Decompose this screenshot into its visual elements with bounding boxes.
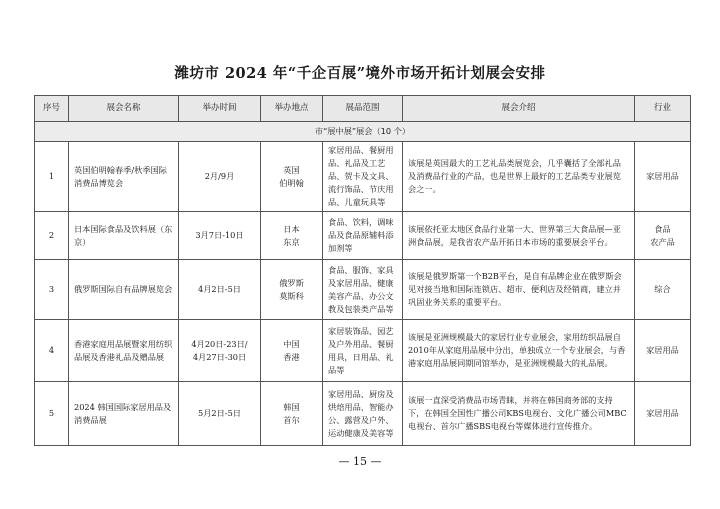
table-row xyxy=(35,142,691,212)
row-intro: 该展是俄罗斯第一个B2B平台，是自有品牌企业在俄罗斯会见对接当地和国际连锁店、超市、便利店及经销商，建立并巩固业务关系的重要平台。 xyxy=(403,260,635,320)
table-row xyxy=(35,212,691,260)
header-time: 举办时间 xyxy=(179,96,261,122)
row-industry: 家居用品 xyxy=(635,320,691,382)
row-time: 3月7日-10日 xyxy=(179,212,261,260)
row-index: 1 xyxy=(35,142,69,212)
row-intro: 该展是亚洲规模最大的家居行业专业展会，家用纺织品展自2010年从家庭用品展中分出，单独成立一个专业展会，与香港家庭用品展同期同馆举办，是亚洲规模最大的礼品展。 xyxy=(403,320,635,382)
table-row xyxy=(35,320,691,382)
row-scope: 家居装饰品、园艺及户外用品、餐厨用具，日用品、礼品等 xyxy=(323,320,403,382)
table-row xyxy=(35,260,691,320)
row-intro: 该展一直深受消费品市场青睐，并将在韩国商务部的支持下，在韩国全国性广播公司KBS电视台、文化广播公司MBC电视台、首尔广播SBS电视台等媒体进行宣传推介。 xyxy=(403,382,635,446)
header-name: 展会名称 xyxy=(69,96,179,122)
table-row xyxy=(35,382,691,446)
row-name: 英国伯明翰春季/秋季国际消费品博览会 xyxy=(69,142,179,212)
header-index: 序号 xyxy=(35,96,69,122)
row-time: 4月20日-23日/ 4月27日-30日 xyxy=(179,320,261,382)
table-header-row xyxy=(35,96,691,122)
row-industry: 食品 农产品 xyxy=(635,212,691,260)
row-scope: 家居用品、餐厨用品、礼品及工艺品、贺卡及文具、流行饰品、节庆用品、儿童玩具等 xyxy=(323,142,403,212)
row-index: 2 xyxy=(35,212,69,260)
header-industry: 行业 xyxy=(635,96,691,122)
section-row xyxy=(35,122,691,142)
row-scope: 家居用品、厨房及烘焙用品、智能办公、露营及户外、运动健康及美容等 xyxy=(323,382,403,446)
row-place: 英国 伯明翰 xyxy=(261,142,323,212)
row-name: 俄罗斯国际自有品牌展览会 xyxy=(69,260,179,320)
exhibition-table xyxy=(34,95,691,446)
header-intro: 展会介绍 xyxy=(403,96,635,122)
row-intro: 该展依托亚太地区食品行业第一大、世界第三大食品展—亚洲食品展，是我省农产品开拓日本市场的重要展会平台。 xyxy=(403,212,635,260)
row-name: 日本国际食品及饮料展（东京） xyxy=(69,212,179,260)
row-time: 2月/9月 xyxy=(179,142,261,212)
page-title: 潍坊市 2024 年“千企百展”境外市场开拓计划展会安排 xyxy=(174,65,546,82)
row-scope: 食品、饮料，调味品及食品原辅料添加剂等 xyxy=(323,212,403,260)
row-place: 日本 东京 xyxy=(261,212,323,260)
row-place: 中国 香港 xyxy=(261,320,323,382)
header-place: 举办地点 xyxy=(261,96,323,122)
page-number: — 15 — xyxy=(338,455,382,468)
section-label: 市“展中展”展会（10 个） xyxy=(35,122,691,142)
row-industry: 家居用品 xyxy=(635,142,691,212)
row-intro: 该展是英国最大的工艺礼品类展览会，几乎囊括了全部礼品及消费品行业的产品，也是世界上最好的工艺品类专业展览会之一。 xyxy=(403,142,635,212)
row-scope: 食品、服饰、家具及家居用品、健康美容产品、办公文教及包装类产品等 xyxy=(323,260,403,320)
row-index: 5 xyxy=(35,382,69,446)
row-name: 2024 韩国国际家居用品及消费品展 xyxy=(69,382,179,446)
row-industry: 家居用品 xyxy=(635,382,691,446)
row-index: 3 xyxy=(35,260,69,320)
row-industry: 综合 xyxy=(635,260,691,320)
row-place: 俄罗斯 莫斯科 xyxy=(261,260,323,320)
header-scope: 展品范围 xyxy=(323,96,403,122)
row-index: 4 xyxy=(35,320,69,382)
row-name: 香港家庭用品展暨家用纺织品展及香港礼品及赠品展 xyxy=(69,320,179,382)
row-place: 韩国 首尔 xyxy=(261,382,323,446)
row-time: 5月2日-5日 xyxy=(179,382,261,446)
row-time: 4月2日-5日 xyxy=(179,260,261,320)
